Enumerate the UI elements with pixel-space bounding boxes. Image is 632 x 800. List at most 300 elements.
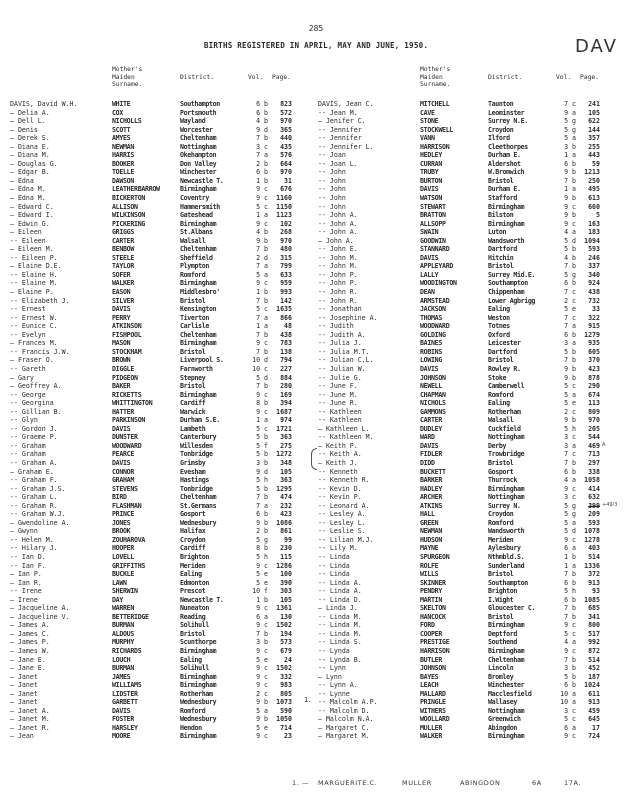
page: 593: [588, 245, 600, 254]
child-name: -- June M.: [318, 390, 358, 399]
mother-maiden-surname: DAVIS: [420, 253, 439, 262]
entry-row: [318, 476, 618, 485]
district: Hastings: [180, 476, 209, 485]
entry-row: [10, 126, 310, 135]
district: Ealing: [488, 305, 510, 314]
entry-row: [10, 647, 310, 656]
page: 1278: [584, 535, 600, 544]
volume: 5 a: [256, 270, 268, 279]
child-name: -- Julian W.: [318, 364, 366, 373]
child-name: -- Jonathan: [318, 305, 362, 314]
mother-maiden-surname: STEWART: [420, 202, 446, 211]
child-name: — Janet: [10, 689, 38, 698]
volume: 5 d: [256, 373, 268, 382]
volume: 5 c: [564, 382, 576, 391]
page-number: 285: [308, 24, 324, 33]
volume: 5 d: [564, 527, 576, 536]
district: St.Germans: [180, 501, 217, 510]
child-name: -- Eunice C.: [10, 322, 58, 331]
child-name: -- Graham R.: [10, 501, 58, 510]
entry-row: [10, 245, 310, 254]
mother-maiden-surname: BRATTON: [420, 211, 446, 220]
volume: 7 b: [256, 629, 268, 638]
child-name: — Gwendoline A.: [10, 518, 70, 527]
entry-row: [10, 100, 310, 109]
child-name: DAVIS, Jean C.: [318, 100, 374, 108]
district: Abingdon: [488, 723, 517, 732]
volume: 5 h: [564, 587, 576, 596]
child-name: — Jane E.: [10, 664, 46, 673]
child-name: -- Lilian M.J.: [318, 535, 374, 544]
mother-maiden-surname: MASON: [112, 339, 131, 348]
page: 33: [592, 305, 600, 314]
district: Bristol: [488, 262, 514, 271]
mother-maiden-surname: SKINNER: [420, 578, 446, 587]
district: Cheltenham: [180, 493, 217, 502]
volume: 7 b: [256, 493, 268, 502]
volume: 9 c: [256, 407, 268, 416]
mother-maiden-surname: MURPHY: [112, 638, 135, 647]
district: Brighton: [180, 552, 209, 561]
volume: 7 b: [256, 296, 268, 305]
volume: 1 b: [256, 595, 268, 604]
district: Cardiff: [180, 399, 206, 408]
entry-row: [10, 194, 310, 203]
page: 611: [588, 689, 600, 698]
child-name: — Delia A.: [10, 108, 50, 117]
child-name: — Frances M.: [10, 339, 58, 348]
child-name: -- John: [318, 202, 346, 211]
page: 250: [588, 176, 600, 185]
page: 332: [280, 672, 292, 681]
child-name: -- Gareth: [10, 364, 46, 373]
mother-maiden-surname: LOUCH: [112, 655, 131, 664]
child-name: -- Hilary J.: [10, 544, 58, 553]
page: 974: [280, 416, 292, 425]
district: Stoke: [488, 373, 507, 382]
mother-maiden-surname: NEWMAN: [112, 142, 135, 151]
volume: 7 b: [564, 604, 576, 613]
volume: 5 c: [564, 715, 576, 724]
district: Stepney: [180, 373, 206, 382]
entry-row: [318, 562, 618, 571]
child-name: -- Graham: [10, 441, 46, 450]
page: 1635: [276, 305, 292, 314]
volume: 5 h: [256, 552, 268, 561]
entry-row: [10, 673, 310, 682]
mother-maiden-surname: SOFER: [112, 270, 131, 279]
child-name: -- Helen M.: [10, 535, 54, 544]
page: 372: [588, 570, 600, 579]
district: Kensington: [180, 305, 217, 314]
page: 1213: [584, 168, 600, 177]
mother-maiden-surname: CURRAN: [420, 159, 443, 168]
district: Halifax: [180, 527, 206, 536]
mother-maiden-surname: CARTER: [420, 416, 443, 425]
district: Wandsworth: [488, 527, 525, 536]
volume: 7 c: [564, 313, 576, 322]
page: 679: [280, 647, 292, 655]
header-vol: Vol.: [556, 73, 572, 81]
child-name: — Diana M.: [10, 151, 50, 160]
mother-maiden-surname: FLASHMAN: [112, 501, 142, 510]
volume: 9 c: [256, 390, 268, 399]
volume: 5 a: [564, 518, 576, 527]
child-name: -- Elaine M.: [10, 279, 58, 288]
mother-maiden-surname: BUTLER: [420, 655, 443, 664]
mother-maiden-surname: WHITTINGTON: [112, 399, 153, 408]
volume: 7 b: [256, 382, 268, 391]
entry-row: [318, 408, 618, 417]
mother-maiden-surname: COOPER: [420, 629, 443, 638]
child-name: -- Kenneth R.: [318, 476, 370, 485]
page: 613: [588, 194, 600, 203]
child-name: -- John: [318, 176, 346, 185]
volume: 9 b: [256, 236, 268, 245]
mother-maiden-surname: PRINGLE: [420, 698, 446, 707]
volume: 5 b: [256, 484, 268, 493]
child-name: -- Lynda B.: [318, 655, 362, 664]
mother-maiden-surname: ROLFE: [420, 561, 439, 570]
mother-maiden-surname: PENDRY: [420, 587, 443, 596]
child-name: — James C.: [10, 629, 50, 638]
page: 230: [280, 544, 292, 553]
page: 100: [280, 570, 292, 579]
volume: 5 f: [256, 441, 268, 450]
child-name: -- John A.: [318, 211, 358, 220]
mother-maiden-surname: DEAN: [420, 288, 435, 297]
mother-maiden-surname: LOVELL: [112, 552, 135, 561]
page: 440: [280, 134, 292, 143]
child-name: -- John M.: [318, 253, 358, 262]
page: 913: [588, 698, 600, 707]
page: 99: [284, 535, 292, 544]
entry-row: [10, 228, 310, 237]
child-name: -- Kevin P.: [318, 493, 362, 502]
district: Birmingham: [180, 390, 217, 399]
page: 113: [588, 399, 600, 408]
page: 1160: [276, 194, 292, 203]
district: Gosport: [180, 510, 206, 519]
child-name: — Geoffrey A.: [10, 382, 62, 391]
page: 1073: [276, 698, 292, 707]
volume: 5 a: [564, 134, 576, 143]
page: 48: [284, 322, 292, 331]
district: Nthmbld.S.: [488, 552, 525, 561]
volume: 3 c: [564, 433, 576, 442]
page: 783: [280, 339, 292, 348]
district: Bristol: [488, 356, 514, 365]
entry-row: [10, 117, 310, 126]
district: Tonbridge: [180, 484, 213, 493]
mother-maiden-surname: HEDLEY: [420, 151, 443, 160]
page: 1024: [584, 681, 600, 690]
mother-maiden-surname: LEATHERBARROW: [112, 185, 160, 194]
child-name: — Janet A.: [10, 706, 50, 715]
district: Dartford: [488, 245, 517, 254]
district: Bristol: [488, 612, 514, 621]
child-name: -- Lesley A.: [318, 510, 366, 519]
entry-row: [10, 425, 310, 434]
entry-row: [10, 220, 310, 229]
entry-row: [10, 382, 310, 391]
entry-row: [318, 579, 618, 588]
district: Nottingham: [488, 706, 525, 715]
page: 1078: [584, 527, 600, 536]
child-name: -- Malcolm D.: [318, 706, 370, 715]
district: Wednesbury: [180, 518, 217, 527]
page: 633: [280, 270, 292, 279]
volume: 1 a: [564, 185, 576, 194]
child-name: -- Josephine A.: [318, 313, 378, 322]
child-name: — Jacqueline V.: [10, 612, 70, 621]
entry-row: [10, 450, 310, 459]
district: Birmingham: [180, 732, 217, 741]
mother-maiden-surname: HANCOCK: [420, 612, 446, 621]
volume: 2 c: [256, 689, 268, 698]
page: 959: [280, 279, 292, 288]
page: 480: [280, 245, 292, 254]
mother-maiden-surname: BAKER: [112, 382, 131, 391]
entry-row: [318, 442, 618, 451]
page: 255: [588, 142, 600, 151]
mother-maiden-surname: CONNOR: [112, 467, 135, 476]
child-name: -- John R.: [318, 288, 358, 297]
entry-row: [318, 553, 618, 562]
page: 474: [280, 493, 292, 502]
child-name: -- Lily M.: [318, 544, 358, 553]
child-name: -- Ernest W.: [10, 313, 58, 322]
page: 1094: [584, 236, 600, 245]
page: 142: [280, 296, 292, 305]
entry-row: [318, 536, 618, 545]
entry-row: [318, 237, 618, 246]
page: 605: [588, 347, 600, 356]
child-name: — Malcolm N.A.: [318, 715, 374, 724]
page: 1295: [276, 484, 292, 493]
page: 59: [592, 159, 600, 168]
volume: 7 c: [564, 100, 576, 108]
child-name: -- Julian C.L.: [318, 356, 374, 365]
entry-row: [318, 322, 618, 331]
page: 573: [280, 638, 292, 647]
header-maiden-1: Mother's: [420, 66, 451, 73]
mother-maiden-surname: GRIFFITHS: [112, 561, 146, 570]
page: 443: [588, 151, 600, 160]
volume: 5 b: [564, 347, 576, 356]
mother-maiden-surname: SCOTT: [112, 125, 131, 134]
volume: 7 b: [564, 612, 576, 621]
child-name: — Eileen M.: [10, 245, 54, 254]
child-name: -- Julie G.: [318, 373, 362, 382]
volume: 7 b: [564, 262, 576, 271]
mother-maiden-surname: ALLISON: [112, 202, 138, 211]
entry-row: [318, 698, 618, 707]
child-name: — Jacqueline A.: [10, 604, 70, 613]
district: Rotherham: [488, 407, 521, 416]
page: 660: [588, 202, 600, 211]
volume: 5 b: [256, 450, 268, 459]
mother-maiden-surname: JOHNSON: [420, 664, 446, 673]
page: 452: [588, 664, 600, 673]
entry-row: [10, 604, 310, 613]
page: 105: [588, 108, 600, 117]
volume: 9 c: [256, 647, 268, 655]
district: Leominster: [488, 108, 525, 117]
child-name: — Keith J.: [318, 458, 358, 467]
page: 576: [280, 151, 292, 160]
child-name: -- Linda A.: [318, 578, 362, 587]
volume: 5 c: [256, 305, 268, 314]
district: Reading: [180, 612, 206, 621]
child-name: — Janet: [10, 698, 38, 707]
entry-row: [10, 613, 310, 622]
child-name: -- John A.: [318, 219, 358, 228]
entry-row: [318, 356, 618, 365]
mother-maiden-surname: STOCKWELL: [420, 125, 454, 134]
mother-maiden-surname: WOODWARD: [420, 322, 450, 331]
volume: 9 c: [256, 621, 268, 630]
district: Nottingham: [180, 142, 217, 151]
mother-maiden-surname: WILLIAMS: [112, 681, 142, 690]
volume: 2 d: [256, 253, 268, 262]
mother-maiden-surname: GOODWIN: [420, 236, 446, 245]
entry-row: [318, 331, 618, 340]
child-name: — Margaret C.: [318, 723, 370, 732]
mother-maiden-surname: THOMAS: [420, 313, 443, 322]
page: 370: [588, 356, 600, 365]
district: St.Albans: [180, 228, 213, 237]
child-name: — Irene: [10, 595, 38, 604]
volume: 5 g: [564, 125, 576, 134]
district: Hammersmith: [180, 202, 220, 211]
entry-row: [318, 468, 618, 477]
child-name: — Elaine D.E.: [10, 262, 62, 271]
volume: 9 c: [256, 185, 268, 194]
district: Plympton: [180, 262, 209, 271]
child-name: — Elaine P.: [10, 288, 54, 297]
volume: 9 c: [564, 219, 576, 228]
child-name: -- Graham F.: [10, 476, 58, 485]
page: 794: [280, 356, 292, 365]
district: Newcastle T.: [180, 595, 224, 604]
volume: 5 c: [564, 629, 576, 638]
child-name: -- Keith A.: [318, 450, 362, 459]
entry-row: [318, 690, 618, 699]
volume: 6 a: [564, 544, 576, 553]
mother-maiden-surname: DAWSON: [112, 176, 135, 185]
mother-maiden-surname: HOOPER: [112, 544, 135, 553]
district: Ealing: [488, 399, 510, 408]
entry-row: [318, 596, 618, 605]
district: Bristol: [180, 382, 206, 391]
mother-maiden-surname: NEWELL: [420, 382, 443, 391]
district: Cheltenham: [180, 134, 217, 143]
entry-row: [318, 544, 618, 553]
volume: 9 b: [256, 518, 268, 527]
entry-row: [318, 203, 618, 212]
entry-row: [10, 544, 310, 553]
entry-row: [10, 485, 310, 494]
volume: 6 b: [256, 100, 268, 108]
entry-row: [10, 638, 310, 647]
mother-maiden-surname: DAVIS: [420, 185, 439, 194]
page: 24: [284, 655, 292, 664]
volume: 5 e: [564, 305, 576, 314]
volume: 9 c: [256, 664, 268, 673]
district: Lower Agbrigg: [488, 296, 536, 305]
mother-maiden-surname: ALDOUS: [112, 629, 135, 638]
page: 205: [588, 424, 600, 433]
page: 187: [588, 672, 600, 681]
volume: 3 c: [256, 142, 268, 151]
mother-maiden-surname: MALLARD: [420, 689, 446, 698]
child-name: -- Jennifer: [318, 134, 362, 143]
column-header: [318, 66, 618, 100]
header-maiden-2: Maiden: [112, 73, 135, 81]
mother-maiden-surname: BAINES: [420, 339, 443, 348]
page: 1086: [276, 518, 292, 527]
left-column: [10, 66, 310, 741]
mother-maiden-surname: CAVE: [420, 108, 435, 117]
district: Hendon: [180, 723, 202, 732]
volume: 2 c: [564, 407, 576, 416]
district: Cheltenham: [488, 655, 525, 664]
district: Wednesbury: [180, 715, 217, 724]
page: 866: [280, 313, 292, 322]
entry-row: [10, 399, 310, 408]
child-name: — Edward C.: [10, 202, 54, 211]
page: 275: [280, 441, 292, 450]
mother-maiden-surname: LALLY: [420, 270, 439, 279]
volume: 6 b: [564, 578, 576, 587]
mother-maiden-surname: ZOUHAROVA: [112, 535, 146, 544]
district: Bristol: [488, 458, 514, 467]
page: 970: [280, 168, 292, 177]
child-name: -- John: [318, 168, 346, 177]
mother-maiden-surname: BURMAN: [112, 664, 135, 673]
volume: 9 b: [564, 211, 576, 220]
district: Bristol: [488, 570, 514, 579]
district: Tonbridge: [180, 450, 213, 459]
district: Middlesbro': [180, 288, 220, 297]
mother-maiden-surname: BOOKER: [112, 159, 135, 168]
child-name: — Janet: [10, 681, 38, 690]
volume: 4 a: [564, 476, 576, 485]
volume: 7 a: [564, 322, 576, 331]
district: Ilford: [488, 134, 510, 143]
volume: 1 b: [256, 176, 268, 185]
page: 280: [280, 382, 292, 391]
mother-maiden-surname: SWAIN: [420, 228, 439, 237]
volume: 3 a: [564, 441, 576, 450]
page: 495: [588, 185, 600, 194]
page: 469: [588, 441, 600, 450]
volume: 1 a: [256, 211, 268, 220]
district: Nottingham: [488, 433, 525, 442]
page: 800: [588, 621, 600, 630]
mother-maiden-surname: DAVIS: [112, 305, 131, 314]
page: 115: [280, 552, 292, 561]
child-name: -- Ernest: [10, 305, 46, 314]
mother-maiden-surname: STONE: [420, 117, 439, 126]
volume: 2 b: [256, 159, 268, 168]
mother-maiden-surname: DAVIS: [112, 458, 131, 467]
page: 878: [588, 373, 600, 382]
volume: 7 a: [256, 151, 268, 160]
mother-maiden-surname: LAWN: [112, 578, 127, 587]
page: 365: [280, 125, 292, 134]
